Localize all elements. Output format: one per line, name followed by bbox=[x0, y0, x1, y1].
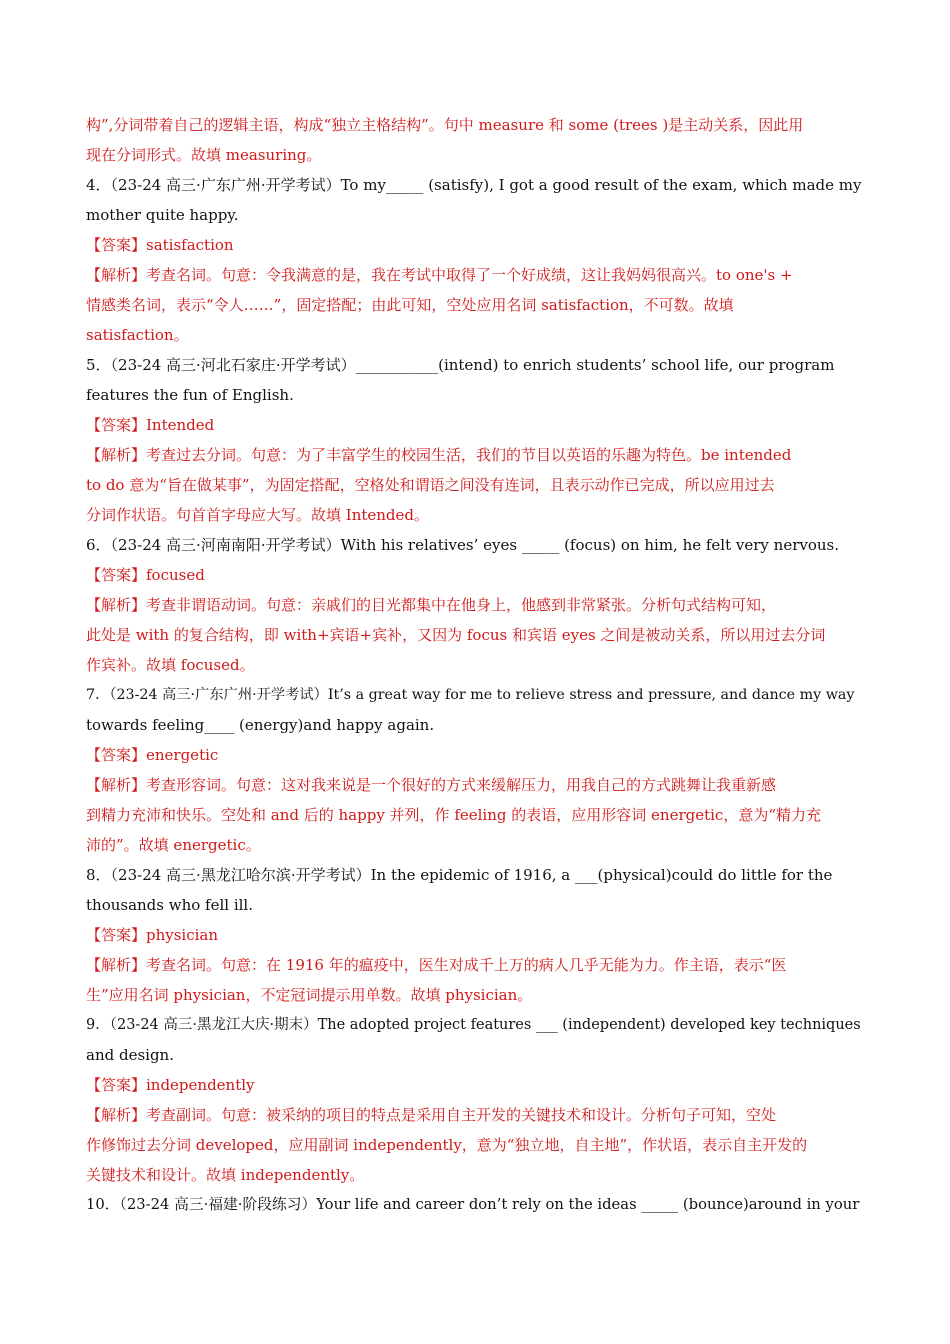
explanation-9-line-2: 作修饰过去分词 developed，应用副词 independently，意为“独立地，自主地”，作状语，表示自主开发的 bbox=[86, 1136, 808, 1154]
explanation-5: 【解析】考查过去分词。句意：为了丰富学生的校园生活，我们的节目以英语的乐趣为特色。be intended bbox=[86, 446, 792, 464]
answer-9: 【答案】independently bbox=[86, 1076, 255, 1094]
explanation-8: 【解析】考查名词。句意：在 1916 年的瘟疫中，医生对成千上万的病人几乎无能为力。作主语，表示“医 bbox=[86, 956, 787, 974]
explanation-line: 现在分词形式。故填 measuring。 bbox=[86, 146, 322, 164]
explanation-6-line-2: 此处是 with 的复合结构，即 with+宾语+宾补，又因为 focus 和宾语 eyes 之间是被动关系，所以用过去分词 bbox=[86, 626, 826, 644]
question-10: 10．（23-24 高三·福建·阶段练习）Your life and career don’t rely on the ideas _____ (bounce)around in your bbox=[86, 1196, 860, 1213]
explanation-7-line-3: 沛的”。故填 energetic。 bbox=[86, 836, 261, 854]
explanation-4-line-3: satisfaction。 bbox=[86, 326, 189, 344]
answer-5: 【答案】Intended bbox=[86, 416, 215, 434]
question-4: 4．（23-24 高三·广东广州·开学考试）To my_____ (satisfy), I got a good result of the exam, which made my bbox=[86, 176, 862, 194]
explanation-8-line-2: 生”应用名词 physician，不定冠词提示用单数。故填 physician。 bbox=[86, 986, 533, 1004]
document-page bbox=[86, 110, 866, 1220]
answer-4: 【答案】satisfaction bbox=[86, 236, 234, 254]
explanation-line: 构”,分词带着自己的逻辑主语，构成“独立主格结构”。句中 measure 和 some (trees )是主动关系，因此用 bbox=[86, 116, 804, 134]
question-5-continued: features the fun of English. bbox=[86, 386, 294, 404]
explanation-5-line-3: 分词作状语。句首首字母应大写。故填 Intended。 bbox=[86, 506, 430, 524]
explanation-9-line-3: 关键技术和设计。故填 independently。 bbox=[86, 1166, 365, 1184]
answer-6: 【答案】focused bbox=[86, 566, 205, 584]
explanation-4-line-2: 情感类名词，表示“令人……”，固定搭配；由此可知，空处应用名词 satisfaction，不可数。故填 bbox=[86, 296, 734, 314]
question-7-continued: towards feeling____ (energy)and happy again. bbox=[86, 716, 435, 734]
explanation-6-line-3: 作宾补。故填 focused。 bbox=[86, 656, 255, 674]
explanation-4: 【解析】考查名词。句意：令我满意的是，我在考试中取得了一个好成绩，这让我妈妈很高兴。to one's + bbox=[86, 266, 793, 284]
question-8: 8．（23-24 高三·黑龙江哈尔滨·开学考试）In the epidemic of 1916, a ___(physical)could do little for the bbox=[86, 866, 833, 884]
question-9-continued: and design. bbox=[86, 1046, 174, 1064]
answer-8: 【答案】physician bbox=[86, 926, 219, 944]
question-8-continued: thousands who fell ill. bbox=[86, 896, 253, 914]
question-9: 9．（23-24 高三·黑龙江大庆·期末）The adopted project features ___ (independent) developed key techniques bbox=[86, 1017, 861, 1033]
explanation-7: 【解析】考查形容词。句意：这对我来说是一个很好的方式来缓解压力，用我自己的方式跳舞让我重新感 bbox=[86, 776, 777, 794]
explanation-9: 【解析】考查副词。句意：被采纳的项目的特点是采用自主开发的关键技术和设计。分析句子可知，空处 bbox=[86, 1106, 777, 1124]
explanation-6: 【解析】考查非谓语动词。句意：亲戚们的目光都集中在他身上，他感到非常紧张。分析句式结构可知， bbox=[86, 596, 777, 614]
explanation-7-line-2: 到精力充沛和快乐。空处和 and 后的 happy 并列，作 feeling 的表语，应用形容词 energetic，意为“精力充 bbox=[86, 806, 821, 824]
explanation-5-line-2: to do 意为“旨在做某事”，为固定搭配，空格处和谓语之间没有连词，且表示动作已完成，所以应用过去 bbox=[86, 476, 775, 494]
question-7: 7．（23-24 高三·广东广州·开学考试）It’s a great way for me to relieve stress and pressure, and dance my way bbox=[86, 687, 855, 703]
answer-7: 【答案】energetic bbox=[86, 746, 219, 764]
question-4-continued: mother quite happy. bbox=[86, 206, 239, 224]
question-6: 6．（23-24 高三·河南南阳·开学考试）With his relatives’ eyes _____ (focus) on him, he felt very nervous. bbox=[86, 536, 840, 554]
question-5: 5．（23-24 高三·河北石家庄·开学考试）___________(intend) to enrich students’ school life, our program bbox=[86, 356, 835, 374]
